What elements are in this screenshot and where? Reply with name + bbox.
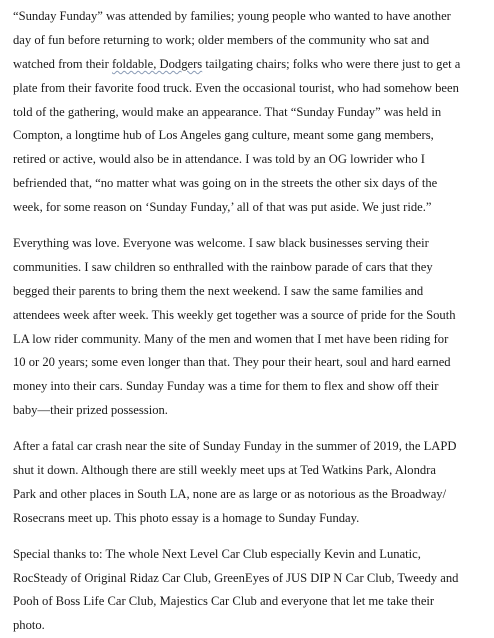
text-line: day of fun before returning to work; older members of the community who sat and: [13, 32, 430, 47]
text-line: plate from their favorite food truck. Even the occasional tourist, who had somehow been: [13, 80, 459, 95]
text-line: After a fatal car crash near the site of Sunday Funday in the summer of 2019, the LAPD: [13, 439, 457, 454]
text-line: baby—their prized possession.: [13, 403, 168, 418]
text-line: Park and other places in South LA, none are as large or as notorious as the Broadway/: [13, 486, 447, 501]
text-line: photo.: [13, 618, 45, 633]
text-line: “Sunday Funday” was attended by families; young people who wanted to have another: [13, 9, 451, 23]
text-line: RocSteady of Original Ridaz Car Club, GreenEyes of JUS DIP N Car Club, Tweedy and: [13, 570, 459, 585]
text-line: [13, 53, 485, 77]
text-line: Rosecrans meet up. This photo essay is a homage to Sunday Funday.: [13, 510, 360, 525]
text-line: Everything was love. Everyone was welcome. I saw black businesses serving their: [13, 236, 429, 251]
text-line: begged their parents to bring them the next weekend. I saw the same families and: [13, 283, 424, 298]
text-segment: watched from their: [13, 56, 112, 71]
text-segment: tailgating chairs; folks who were there just to get a: [202, 56, 461, 71]
paragraph-everything-was-love: [13, 232, 485, 423]
text-line: Pooh of Boss Life Car Club, Majestics Car Club and everyone that let me take their: [13, 594, 435, 609]
text-line: told of the gathering, would make an appearance. That “Sunday Funday” was held in: [13, 104, 442, 119]
paragraph-special-thanks: [13, 543, 485, 638]
text-line: attendees week after week. This weekly get together was a source of pride for the South: [13, 307, 456, 322]
text-line: money into their cars. Sunday Funday was a time for them to flex and show off their: [13, 379, 439, 394]
text-line: Compton, a longtime hub of Los Angeles gang culture, meant some gang members,: [13, 128, 434, 143]
text-line: shut it down. Although there are still weekly meet ups at Ted Watkins Park, Alondra: [13, 463, 436, 478]
text-line: week, for some reason on ‘Sunday Funday,’ all of that was put aside. We just ride.”: [13, 200, 432, 215]
paragraph-lapd-shutdown: [13, 435, 485, 531]
essay-body: [13, 5, 485, 638]
text-line: retired or active, would also be in attendance. I was told by an OG lowrider who I: [13, 152, 425, 167]
paragraph-sunday-funday-attendees: [13, 5, 485, 220]
text-line: 10 or 20 years; some even longer than that. They pour their heart, soul and hard earned: [13, 355, 451, 370]
text-line: befriended that, “no matter what was going on in the streets the other six days of the: [13, 176, 438, 191]
text-line: Special thanks to: The whole Next Level Car Club especially Kevin and Lunatic,: [13, 546, 421, 561]
text-line: LA low rider community. Many of the men and women that I met have been riding for: [13, 331, 449, 346]
spellcheck-flagged-text[interactable]: foldable, Dodgers: [111, 56, 203, 71]
text-line: communities. I saw children so enthralled with the rainbow parade of cars that they: [13, 259, 433, 274]
